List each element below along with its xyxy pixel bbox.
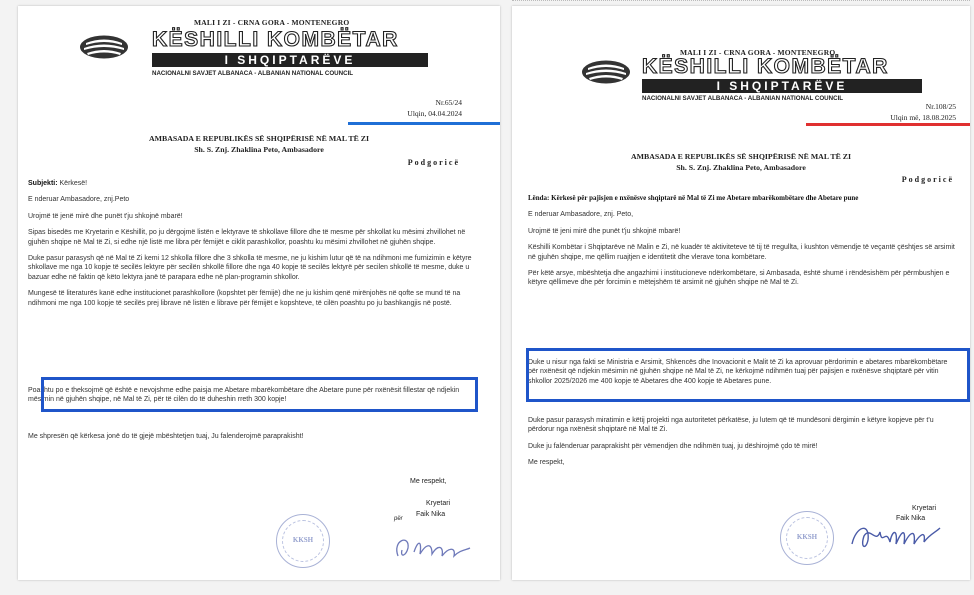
highlighted-paragraph: Poashtu po e theksojmë që është e nevojshme edhe paisja me Abetare mbarëkombëtare dhe Abetare pune për nxënësit fillestar që ndjekin mësimin në gjuhën shqipe, në Mal të Zi, për të cilën do të duheshin rreth 300 kopje! [28, 387, 460, 404]
letter-right [512, 6, 970, 580]
paragraph: Këshilli Kombëtar i Shqiptarëve në Malin e Zi, në kuadër të aktiviteteve të tij të rregullta, i kushton vëmendje të veçantë çështjes së arsimit në gjuhën shqipe, me qëllim ruajtjen e identitetit dhe vlerave tona kombëtare. [528, 244, 955, 261]
highlighted-paragraph: Duke u nisur nga fakti se Ministria e Arsimit, Shkencës dhe Inovacionit e Malit të Zi ka aprovuar përdorimin e abetares mbarëkombëtare për nxënësit që ndjekin mësimin në gjuhën shqipe në Mal të Zi, ne kërkojmë ndihmën tuaj për pajisjen e nxënësve shqiptarë për vitin shkollor 2025/2026 me 400 kopje të Abetares dhe 400 kopje të Abetares pune. [528, 359, 948, 385]
place-date: Ulqin, 04.04.2024 [407, 109, 462, 118]
reference-number: Nr.108/25 [925, 102, 956, 111]
council-emblem-icon [580, 59, 632, 85]
highlight-box-left [41, 377, 478, 412]
paragraph: Urojmë të jenë mirë dhe punët t'ju shkojnë mbarë! [28, 212, 183, 220]
paragraph: Duke pasur parasysh që në Mal të Zi kemi 12 shkolla fillore dhe 3 shkolla të mesme, ne ju kishim lutur që të na ndihmoni me furnizimin e këtyre shkollave me nga 10 kopje të secilës lektyre për secilën shkollë fillore dhe nga 40 kopje të secilës lektyrë për secilen shkollë të mesme, duke u bazuar edhe në faktin që këto lektyra janë të parapara edhe në plan-programin shkollor. [28, 255, 472, 281]
signature-icon [388, 526, 478, 566]
signature-icon [846, 514, 946, 558]
paragraph: Duke pasur parasysh miratimin e këtij projekti nga autoritetet përkatëse, ju lutem që të mundësoni dërgimin e këtyre kopjeve për t'u përdorur nga nxënësit shqiptarë në Mal të Zi. [528, 417, 934, 434]
official-stamp [276, 514, 330, 568]
signer-name: Faik Nika [416, 511, 446, 518]
regards: Me respekt, [410, 478, 447, 485]
letter-left [18, 6, 500, 580]
org-subtitle: NACIONALNI SAVJET ALBANACA - ALBANIAN NATIONAL COUNCIL [152, 70, 354, 77]
letter-closing [528, 416, 958, 475]
org-name-line1: KËSHILLI KOMBËTAR [642, 55, 889, 78]
subject-line [28, 179, 484, 188]
addressee-title: AMBASADA E REPUBLIKËS SË SHQIPËRISË NË MAL TË ZI [631, 152, 851, 161]
addressee-city: Podgoricë [407, 158, 460, 167]
addressee-title: AMBASADA E REPUBLIKËS SË SHQIPËRISË NË MAL TË ZI [149, 134, 369, 143]
signer-prefix: për [394, 516, 403, 522]
paragraph: Urojmë të jeni mirë dhe punët t'ju shkojnë mbarë! [528, 227, 681, 235]
paragraph: Sipas bisedës me Kryetarin e Këshillit, po ju dërgojmë listën e lektyrave të shkollave fillore dhe të mesme për shkollat ku mësimi zhvillohet në gjuhën shqipe në Mal të Zi, si edhe një listë me libra për fëmijët e ciklit parashkollor, poashtu ku mësimi zhvillohet në gjuhën shqipe. [28, 229, 466, 246]
paragraph: Për këtë arsye, mbështetja dhe angazhimi i institucioneve ndërkombëtare, si Ambasada, është shumë i rëndësishëm për përmbushjen e këtyre qëllimeve dhe për forcimin e mëtejshëm të arsimit në gjuhën shqipe në Mal të Zi. [528, 270, 950, 287]
official-stamp [780, 511, 834, 565]
addressee-name: Sh. S. Znj. Zhaklina Peto, Ambasadore [676, 163, 806, 172]
closing-paragraph: Me shpresën që kërkesa jonë do të gjejë mbështetjen tuaj, Ju falenderojmë paraprakisht! [28, 433, 304, 440]
highlight-box-right [526, 348, 970, 402]
signer-title: Kryetari [426, 500, 451, 507]
org-subtitle: NACIONALNI SAVJET ALBANACA - ALBANIAN NATIONAL COUNCIL [642, 95, 844, 102]
signer-title: Kryetari [912, 505, 937, 512]
date-underline [806, 123, 970, 126]
reference-number: Nr.65/24 [435, 98, 462, 107]
subject-label: Subjekti: [28, 180, 58, 187]
addressee-city: Podgoricë [901, 175, 954, 184]
org-name-line2: I SHQIPTARËVE [152, 53, 428, 67]
org-name-line2: I SHQIPTARËVE [642, 79, 922, 93]
letter-body [528, 194, 958, 295]
salutation: E nderuar Ambasadore, znj.Peto [28, 196, 130, 204]
stamp-text: KKSH [796, 533, 818, 541]
subject-text: Kërkesë! [57, 180, 88, 187]
org-name-line1: KËSHILLI KOMBËTAR [152, 28, 399, 51]
subject-line: Lënda: Kërkesë për pajisjen e nxënësve shqiptarë në Mal të Zi me Abetare mbarëkombëtare dhe Abetare pune [528, 194, 859, 202]
header-country: MALI I ZI - CRNA GORA - MONTENEGRO [194, 18, 350, 27]
signer-name: Faik Nika [896, 515, 926, 522]
stamp-text: KKSH [292, 536, 314, 544]
salutation: E nderuar Ambasadore, znj. Peto, [528, 211, 634, 219]
regards: Me respekt, [528, 459, 565, 467]
addressee-name: Sh. S. Znj. Zhaklina Peto, Ambasadore [194, 145, 324, 154]
council-emblem-icon [78, 34, 130, 60]
date-underline [348, 122, 500, 125]
paragraph: Duke ju falënderuar paraprakisht për vëmendjen dhe ndihmën tuaj, ju dëshirojmë çdo të mirë! [528, 442, 818, 450]
letter-body [28, 179, 484, 315]
header-country: MALI I ZI - CRNA GORA - MONTENEGRO [680, 48, 836, 57]
paragraph: Mungesë të literaturës kanë edhe institucionet parashkollore (kopshtet për fëmijë) dhe ne ju kishim qenë mirënjohës në qofte se mund të na ndihmoni me nga 100 kopje të secilës prej librave në listën e librave për fëmijët e kopshteve, të cilën poashtu po ju bashkangjis në postë. [28, 290, 461, 307]
place-date: Ulqin më, 18.08.2025 [890, 113, 956, 122]
